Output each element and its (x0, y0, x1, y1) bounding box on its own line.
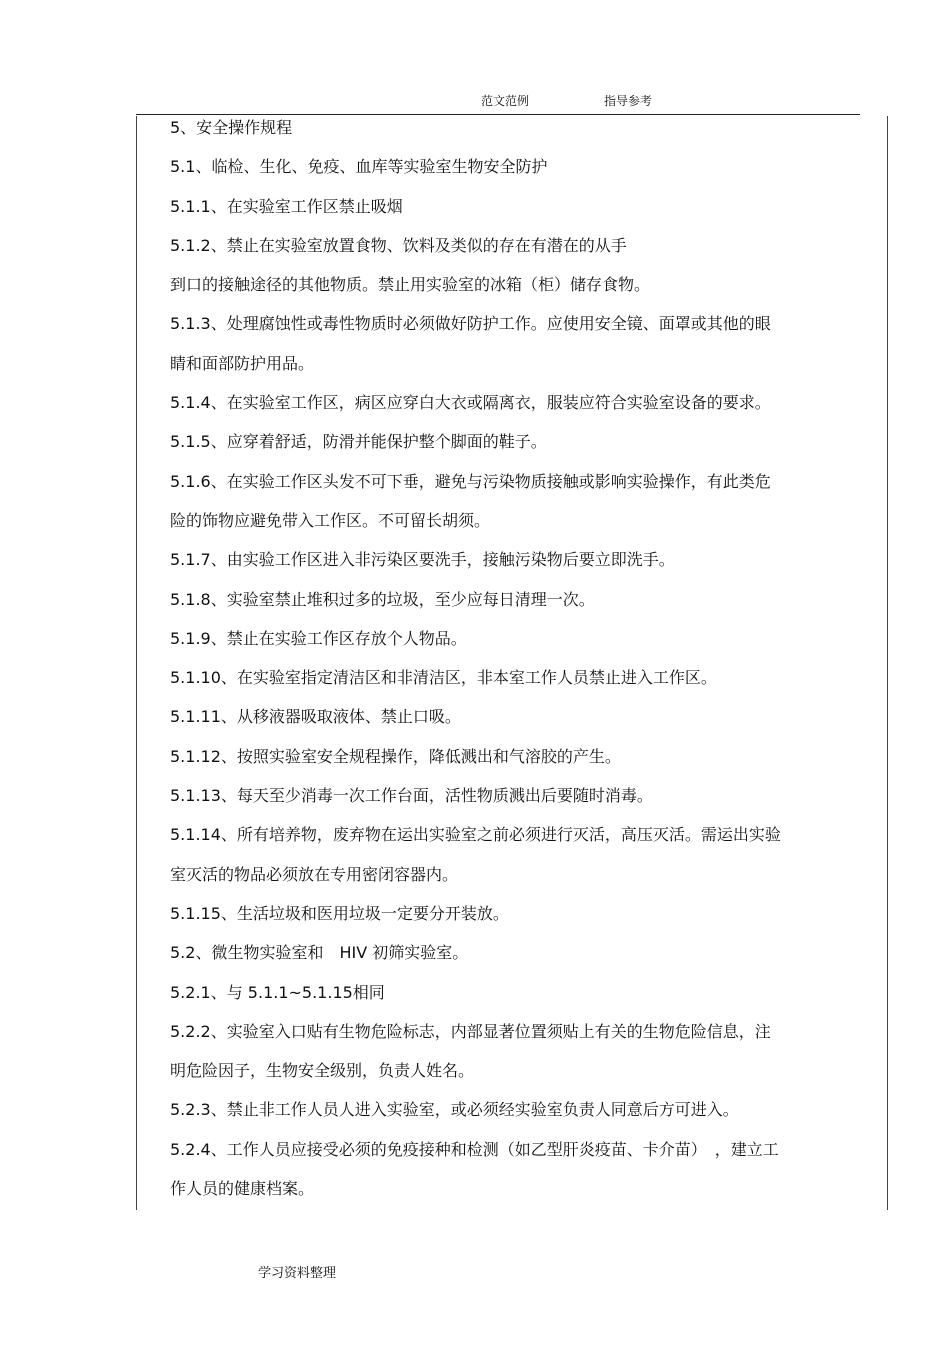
rule-line: 5.2.2、实验室入口贴有生物危险标志，内部显著位置须贴上有关的生物危险信息，注 (170, 1021, 771, 1041)
document-body (170, 117, 880, 1217)
rule-line-continued: 险的饰物应避免带入工作区。不可留长胡须。 (170, 510, 491, 530)
rule-line: 5.1.3、处理腐蚀性或毒性物质时必须做好防护工作。应使用安全镜、面罩或其他的眼 (170, 314, 771, 334)
rule-line: 5.1.12、按照实验室安全规程操作，降低溅出和气溶胶的产生。 (170, 746, 621, 766)
rule-line-continued: 睛和面部防护用品。 (170, 353, 315, 373)
rule-line: 5.1.15、生活垃圾和医用垃圾一定要分开装放。 (170, 903, 509, 923)
rule-line-continued: 作人员的健康档案。 (170, 1179, 315, 1199)
rule-line: 5.2.1、与 5.1.1~5.1.15相同 (170, 982, 385, 1002)
page-header (0, 92, 950, 112)
subsection-heading: 5.2、微生物实验室和 HIV 初筛实验室。 (170, 943, 469, 963)
rule-line: 5.1.11、从移液器吸取液体、禁止口吸。 (170, 707, 461, 727)
rule-line: 5.2.3、禁止非工作人员人进入实验室，或必须经实验室负责人同意后方可进入。 (170, 1100, 739, 1120)
rule-line: 5.1.5、应穿着舒适，防滑并能保护整个脚面的鞋子。 (170, 432, 547, 452)
rule-line: 5.1.14、所有培养物，废弃物在运出实验室之前必须进行灭活，高压灭活。需运出实验 (170, 825, 781, 845)
rule-line: 5.1.13、每天至少消毒一次工作台面，活性物质溅出后要随时消毒。 (170, 786, 653, 806)
rule-line: 5.1.1、在实验室工作区禁止吸烟 (170, 196, 403, 216)
rule-line: 5.1.9、禁止在实验工作区存放个人物品。 (170, 628, 467, 648)
rule-line: 5.1.2、禁止在实验室放置食物、饮料及类似的存在有潜在的从手 (170, 235, 627, 255)
rule-line: 5.1.10、在实验室指定清洁区和非清洁区，非本室工作人员禁止进入工作区。 (170, 668, 717, 688)
table-left-border (136, 116, 137, 1210)
rule-line: 5.2.4、工作人员应接受必须的免疫接种和检测（如乙型肝炎疫苗、卡介苗） ，建立工 (170, 1139, 779, 1159)
page-footer: 学习资料整理 (258, 1266, 337, 1281)
rule-line-continued: 到口的接触途径的其他物质。禁止用实验室的冰箱（柜）储存食物。 (170, 275, 651, 295)
header-rule (136, 114, 860, 115)
rule-line-continued: 室灭活的物品必须放在专用密闭容器内。 (170, 864, 459, 884)
header-right-text: 指导参考 (604, 94, 653, 108)
subsection-heading: 5.1、临检、生化、免疫、血库等实验室生物安全防护 (170, 157, 548, 177)
rule-line-continued: 明危险因子，生物安全级别，负责人姓名。 (170, 1061, 475, 1081)
header-left-text: 范文范例 (481, 94, 530, 108)
section-heading: 5、安全操作规程 (170, 118, 293, 137)
table-right-border (887, 116, 888, 1210)
rule-line: 5.1.4、在实验室工作区，病区应穿白大衣或隔离衣，服装应符合实验室设备的要求。 (170, 393, 771, 413)
rule-line: 5.1.8、实验室禁止堆积过多的垃圾，至少应每日清理一次。 (170, 589, 595, 609)
rule-line: 5.1.7、由实验工作区进入非污染区要洗手，接触污染物后要立即洗手。 (170, 550, 675, 570)
rule-line: 5.1.6、在实验工作区头发不可下垂，避免与污染物质接触或影响实验操作，有此类危 (170, 471, 771, 491)
